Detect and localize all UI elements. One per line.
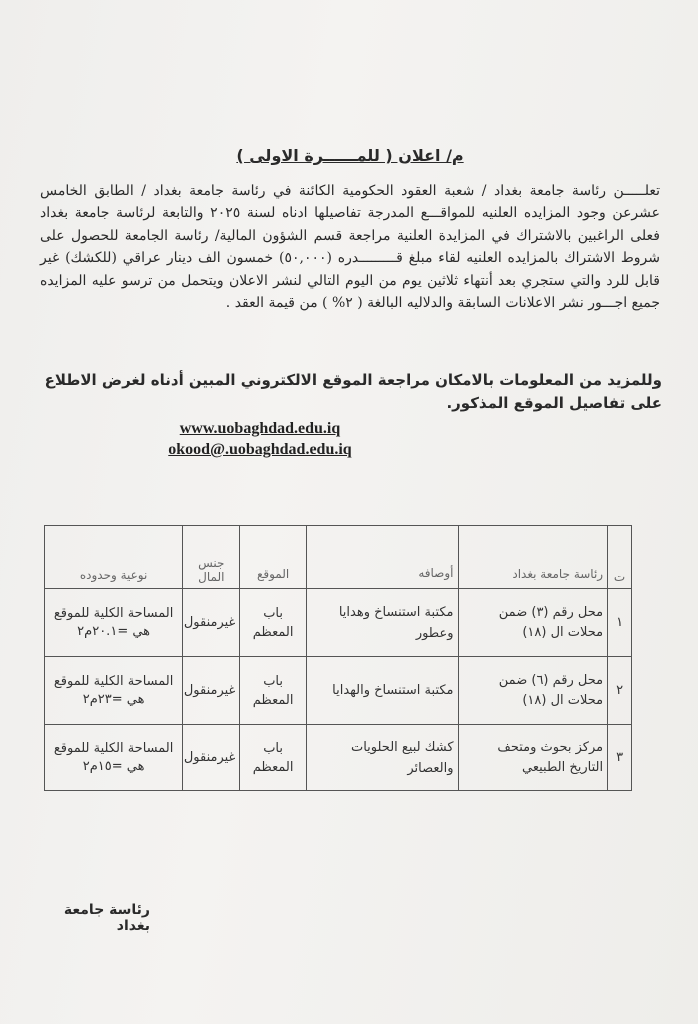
auction-sites-table xyxy=(44,525,632,791)
row-property-type: غيرمنقول xyxy=(183,725,240,791)
header-site: الموقع xyxy=(240,526,306,589)
row-property-type: غيرمنقول xyxy=(183,657,240,725)
header-place: رئاسة جامعة بغداد xyxy=(458,526,608,589)
row-size: المساحة الكلية للموقع هي =١٥م٢ xyxy=(45,725,183,791)
header-description: أوصافه xyxy=(306,526,458,589)
row-property-type: غيرمنقول xyxy=(183,589,240,657)
table-row xyxy=(45,589,632,657)
row-place: محل رقم (٣) ضمن محلات ال (١٨) xyxy=(458,589,608,657)
announcement-body: تعلـــــن رئاسة جامعة بغداد / شعبة العقود الحكومية الكائنة في رئاسة جامعة بغداد / الطابق الخامس عشرعن وجود المزايده العلنيه للمواقـــع المدرجة تفاصيلها ادناه لسنة ٢٠٢٥ والتابعة لرئاسة جامعة بغداد فعلى الراغبين بالاشتراك في المزايدة العلنية مراجعة قسم الشؤون المالية/ رئاسة الجامعة للحصول على شروط الاشتراك بالمزايده العلنيه لقاء مبلغ قـــــــــدره (٥٠,٠٠٠) خمسون الف دينار عراقي (للكشك) غير قابل للرد والتي ستجري بعد أنتهاء ثلاثين يوم من اليوم التالي لنشر الاعلان ويتحمل من ترسو عليه المزايده جميع اجـــور نشر الاعلانات السابقة والدلاليه البالغة ( ٢% ) من قيمة العقد . xyxy=(40,183,661,312)
signature-block: رئاسة جامعة بغداد xyxy=(63,902,150,934)
row-site: باب المعظم xyxy=(240,589,306,657)
header-no: ت xyxy=(608,526,632,589)
row-place: محل رقم (٦) ضمن محلات ال (١٨) xyxy=(458,657,608,725)
row-number: ٣ xyxy=(608,725,632,791)
row-description: كشك لبيع الحلويات والعصائر xyxy=(306,725,458,791)
table-header-row xyxy=(45,526,632,589)
row-number: ١ xyxy=(608,589,632,657)
row-description: مكتبة استنساخ وهدايا وعطور xyxy=(306,589,458,657)
announcement-title: م/ اعلان ( للمــــــرة الاولى ) xyxy=(236,146,464,165)
header-size: نوعية وحدوده xyxy=(45,526,183,589)
row-number: ٢ xyxy=(608,657,632,725)
header-property-type: جنس المال xyxy=(183,526,240,589)
row-site: باب المعظم xyxy=(240,725,306,791)
row-size: المساحة الكلية للموقع هي =٢٠.١م٢ xyxy=(45,589,183,657)
email-link[interactable]: okood@.uobaghdad.edu.iq xyxy=(168,441,352,458)
row-place: مركز بحوث ومتحف التاريخ الطبيعي xyxy=(458,725,608,791)
row-description: مكتبة استنساخ والهدايا xyxy=(306,657,458,725)
website-link[interactable]: www.uobaghdad.edu.iq xyxy=(179,420,341,437)
table-row xyxy=(45,657,632,725)
row-size: المساحة الكلية للموقع هي =٢٣م٢ xyxy=(45,657,183,725)
table-row xyxy=(45,725,632,791)
row-site: باب المعظم xyxy=(240,657,306,725)
more-info-text: وللمزيد من المعلومات بالامكان مراجعة الموقع الالكتروني المبين أدناه لغرض الاطلاع على تفاصيل الموقع المذكور. xyxy=(44,371,662,412)
